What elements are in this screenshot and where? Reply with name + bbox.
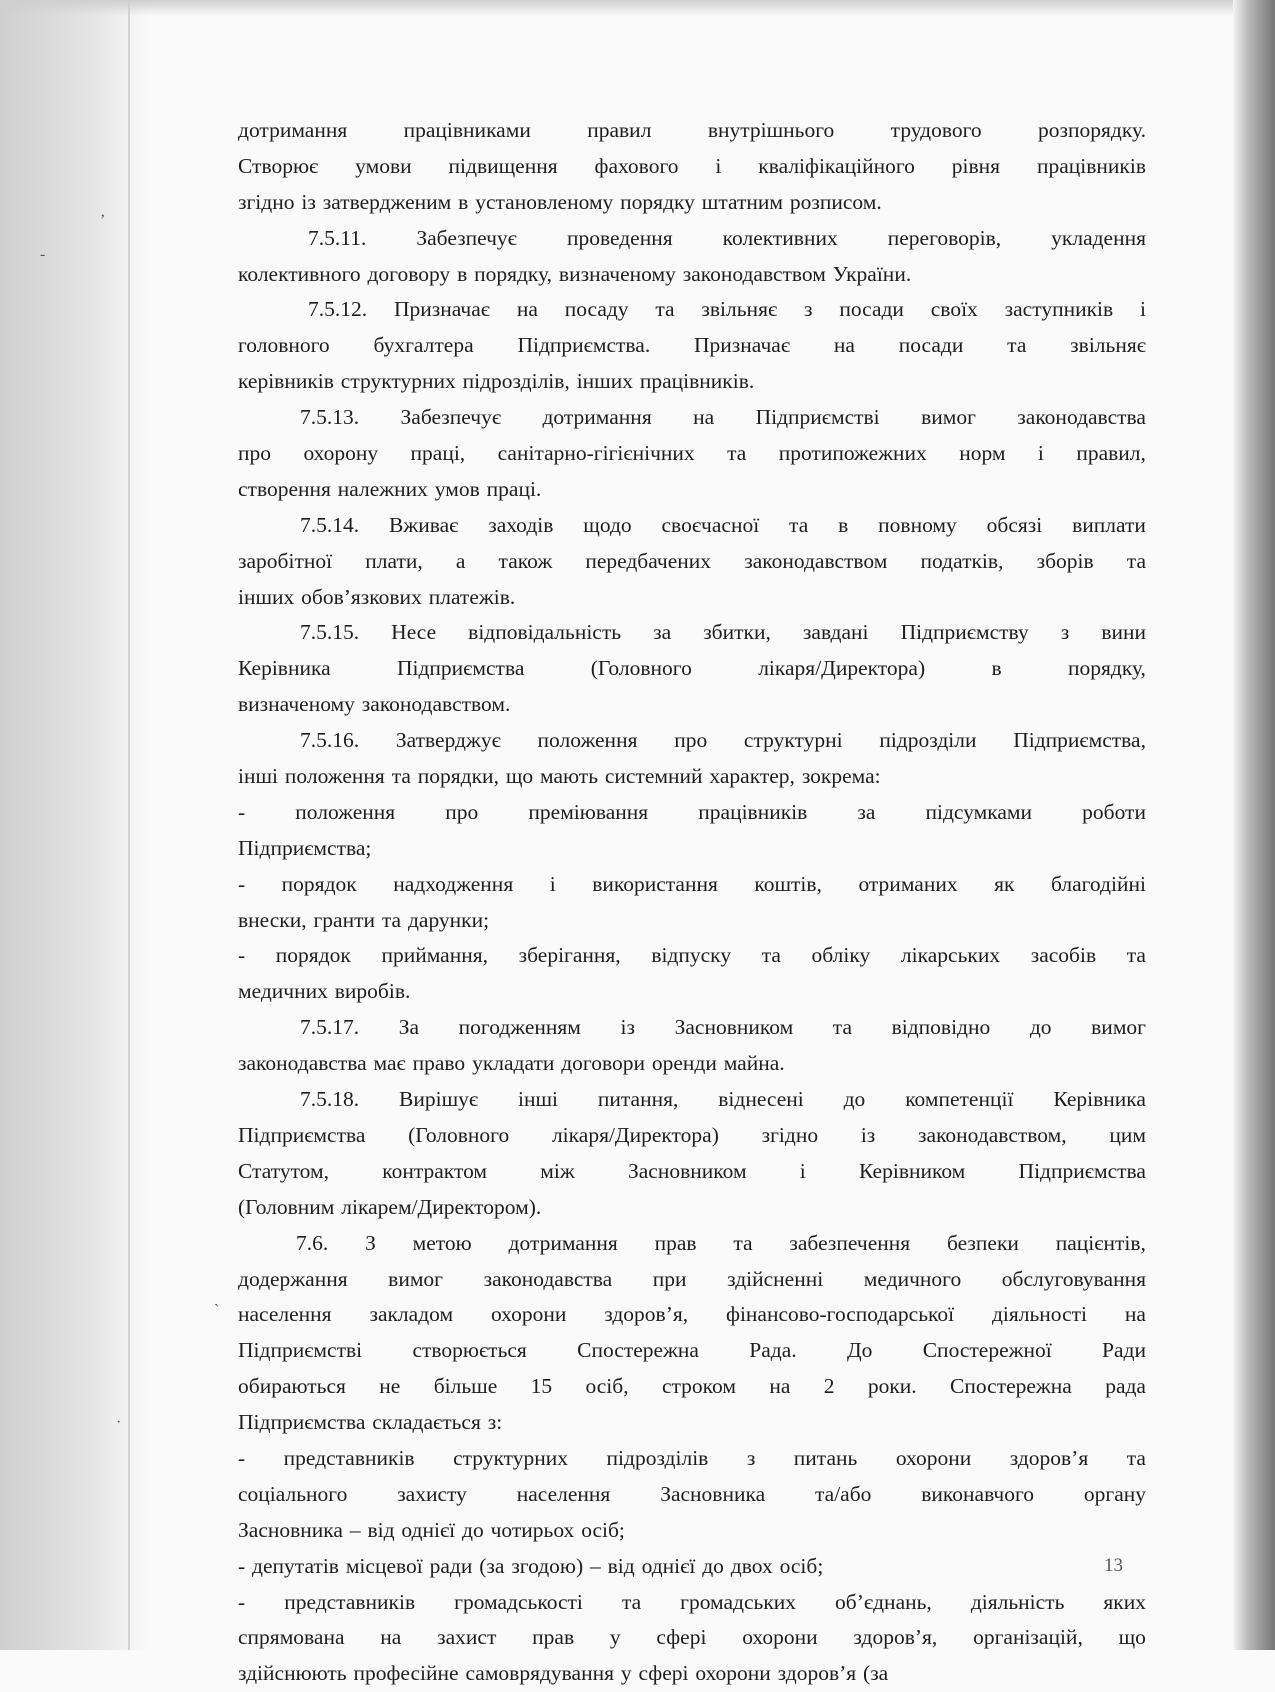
document-line: здійснюють професійне самоврядування у сфері охорони здоров’я (за [238, 1661, 889, 1686]
document-line: 7.5.18. Вирішує інші питання, віднесені до компетенції Керівника [300, 1087, 1146, 1112]
document-line: Створює умови підвищення фахового і кваліфікаційного рівня працівників [238, 153, 1146, 178]
document-body [238, 113, 1146, 1692]
scan-speck: - [40, 246, 46, 263]
scan-speck: · [116, 1414, 122, 1431]
scan-speck: ʼ [100, 212, 106, 229]
document-line: (Головним лікарем/Директором). [238, 1194, 542, 1219]
document-line: Статутом, контрактом між Засновником і Керівником Підприємства [238, 1158, 1146, 1183]
document-line: - представників структурних підрозділів з питань охорони здоров’я та [238, 1445, 1146, 1470]
document-line: визначеному законодавством. [238, 692, 511, 717]
document-line: Підприємства (Головного лікаря/Директора) згідно із законодавством, цим [238, 1122, 1146, 1147]
document-line: законодавства має право укладати договори оренди майна. [238, 1051, 785, 1076]
document-line: керівників структурних підрозділів, інших працівників. [238, 369, 755, 394]
document-line: інші положення та порядки, що мають системний характер, зокрема: [238, 764, 881, 789]
document-line: - положення про преміювання працівників за підсумками роботи [238, 799, 1146, 824]
page-number: 13 [1104, 1555, 1123, 1576]
document-line: - представників громадськості та громадських об’єднань, діяльність яких [238, 1589, 1146, 1614]
document-line: 7.5.13. Забезпечує дотримання на Підприємстві вимог законодавства [300, 405, 1146, 430]
document-line: - порядок приймання, зберігання, відпуску та обліку лікарських засобів та [238, 943, 1146, 968]
document-line: соціального захисту населення Засновника та/або виконавчого органу [238, 1481, 1146, 1506]
document-line: 7.6. З метою дотримання прав та забезпечення безпеки пацієнтів, [296, 1230, 1146, 1255]
scan-speck: ˎ [214, 1290, 220, 1307]
document-line: Керівника Підприємства (Головного лікаря/Директора) в порядку, [238, 656, 1146, 681]
document-line: населення закладом охорони здоров’я, фінансово-господарської діяльності на [238, 1302, 1146, 1327]
document-line: медичних виробів. [238, 979, 411, 1004]
document-line: Засновника – від однієї до чотирьох осіб; [238, 1517, 625, 1542]
scan-right-edge [1233, 0, 1275, 1650]
document-line: 7.5.14. Вживає заходів щодо своєчасної та в повному обсязі виплати [300, 512, 1146, 537]
document-line: дотримання працівниками правил внутрішнього трудового розпорядку. [238, 118, 1146, 142]
document-line: - порядок надходження і використання коштів, отриманих як благодійні [238, 871, 1146, 896]
document-line: інших обов’язкових платежів. [238, 584, 516, 609]
document-line: 7.5.11. Забезпечує проведення колективних переговорів, укладення [308, 225, 1146, 250]
document-line: 7.5.12. Призначає на посаду та звільняє з посади своїх заступників і [308, 297, 1146, 322]
document-line: Підприємстві створюється Спостережна Рада. До Спостережної Ради [238, 1338, 1146, 1363]
document-line: згідно із затвердженим в установленому порядку штатним розписом. [238, 189, 882, 214]
document-line: Підприємства складається з: [238, 1410, 503, 1435]
document-line: створення належних умов праці. [238, 476, 542, 501]
document-line: 7.5.15. Несе відповідальність за збитки, завдані Підприємству з вини [300, 620, 1146, 645]
document-line: обираються не більше 15 осіб, строком на 2 роки. Спостережна рада [238, 1374, 1146, 1399]
document-line: Підприємства; [238, 835, 372, 860]
document-line: 7.5.16. Затверджує положення про структурні підрозділи Підприємства, [300, 728, 1146, 753]
document-line: додержання вимог законодавства при здійсненні медичного обслуговування [238, 1266, 1146, 1291]
document-line: головного бухгалтера Підприємства. Призначає на посади та звільняє [238, 333, 1146, 358]
document-line: заробітної плати, а також передбачених законодавством податків, зборів та [238, 548, 1146, 573]
document-line: - депутатів місцевої ради (за згодою) – від однієї до двох осіб; [238, 1553, 824, 1578]
scan-top-edge [0, 0, 1275, 16]
document-line: колективного договору в порядку, визначеному законодавством України. [238, 261, 912, 286]
document-line: 7.5.17. За погодженням із Засновником та відповідно до вимог [300, 1015, 1146, 1040]
scan-fold-line [128, 0, 130, 1650]
document-line: внески, гранти та дарунки; [238, 907, 490, 932]
document-line: про охорону праці, санітарно-гігієнічних та протипожежних норм і правил, [238, 441, 1146, 466]
document-line: спрямована на захист прав у сфері охорони здоров’я, організацій, що [238, 1625, 1146, 1650]
